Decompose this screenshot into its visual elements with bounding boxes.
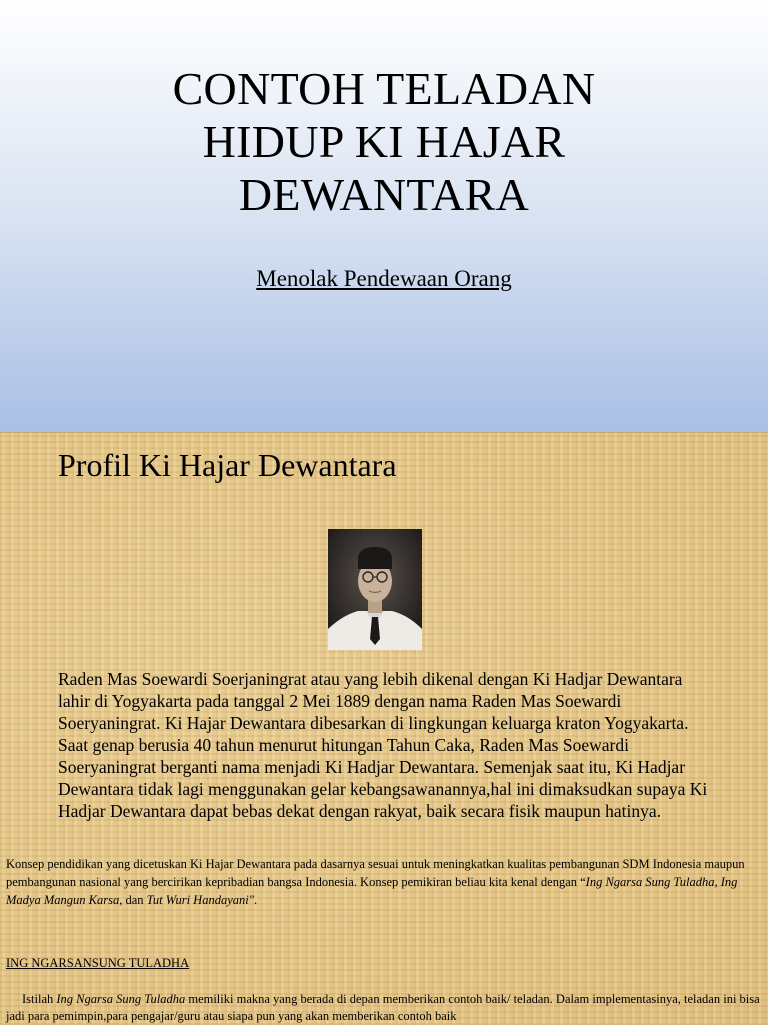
subtitle-link[interactable]: Menolak Pendewaan Orang: [256, 266, 512, 291]
portrait-photo: [328, 529, 422, 650]
main-title-line: CONTOH TELADAN: [172, 63, 596, 114]
concept-paragraph: [6, 855, 762, 909]
istilah-italic: Ing Ngarsa Sung Tuladha: [56, 992, 186, 1006]
profile-bio: Raden Mas Soewardi Soerjaningrat atau yang lebih dikenal dengan Ki Hadjar Dewantara lahir di Yogyakarta pada tanggal 2 Mei 1889 dengan nama Raden Mas Soewardi Soeryaningrat. Ki Hajar Dewantara dibesarkan di lingkungan keluarga kraton Yogyakarta. Saat genap berusia 40 tahun menurut hitungan Tahun Caka, Raden Mas Soewardi Soeryaningrat berganti nama menjadi Ki Hadjar Dewantara. Semenjak saat itu, Ki Hadjar Dewantara tidak lagi menggunakan gelar kebangsawanannya,hal ini dimaksudkan supaya Ki Hadjar Dewantara dapat bebas dekat dengan rakyat, baik secara fisik maupun hatinya.: [58, 669, 708, 821]
concept-end: .: [253, 893, 258, 907]
concept-connector: , dan: [119, 893, 147, 907]
istilah-paragraph: [6, 991, 762, 1025]
portrait-icon: [328, 529, 422, 650]
main-title-line: HIDUP KI HAJAR: [202, 116, 566, 167]
concept-italic-phrase: Ing Ngarsa Sung Tuladha, Ing Madya Mangun Karsa: [6, 875, 738, 907]
main-title: [84, 62, 684, 221]
concept-italic-phrase: Tut Wuri Handayani": [146, 893, 254, 907]
profile-heading: Profil Ki Hajar Dewantara: [58, 447, 397, 483]
istilah-start: Istilah: [22, 992, 57, 1006]
istilah-rest: memiliki makna yang berada di depan memberikan contoh baik/ teladan. Dalam implementasinya, teladan ini bisa jadi para pemimpin,para pengajar/guru atau siapa pun yang akan memberikan contoh baik: [6, 992, 760, 1023]
section-heading: ING NGARSANSUNG TULADHA: [6, 956, 190, 970]
main-title-line: DEWANTARA: [238, 169, 530, 220]
profile-slide: [0, 432, 768, 1025]
concept-text: Konsep pendidikan yang dicetuskan Ki Hajar Dewantara pada dasarnya sesuai untuk meningkatkan kualitas pembangunan SDM Indonesia maupun pembangunan nasional yang bercirikan kepribadian bangsa Indonesia. Konsep pemikiran beliau kita kenal dengan “: [6, 857, 745, 889]
title-slide: [0, 0, 768, 432]
